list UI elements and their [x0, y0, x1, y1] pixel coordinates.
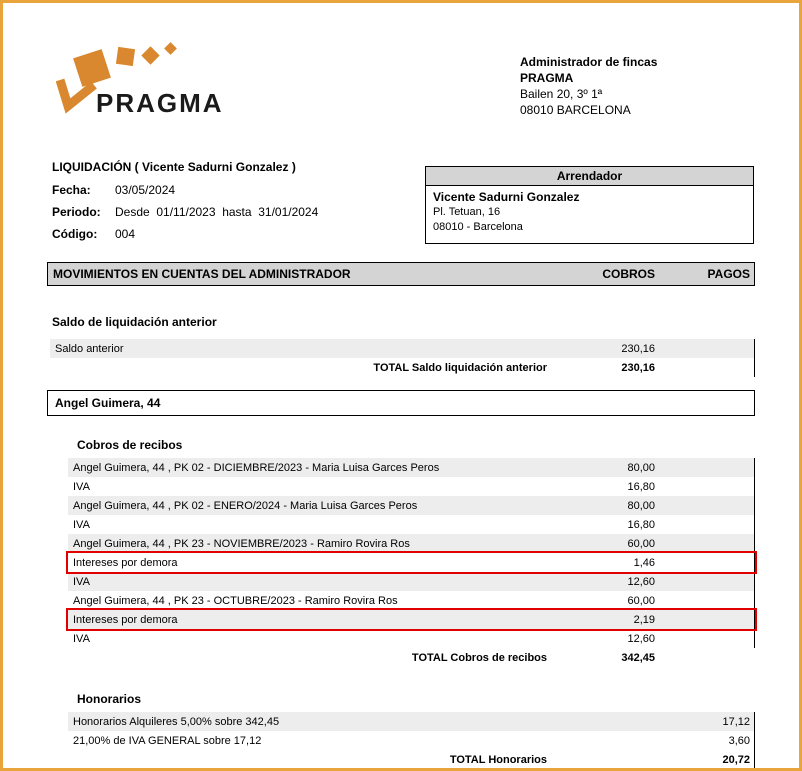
logo-diamond-tiny — [164, 42, 177, 55]
row-desc: 21,00% de IVA GENERAL sobre 17,12 — [73, 734, 262, 747]
table-row — [68, 515, 755, 534]
row-cobros-value: 12,60 — [627, 632, 655, 645]
liquidacion-title: LIQUIDACIÓN ( Vicente Sadurni Gonzalez ) — [52, 160, 296, 174]
row-cobros-value: 1,46 — [633, 556, 655, 569]
arrendador-box-body — [426, 186, 753, 243]
row-cobros-value: 16,80 — [627, 518, 655, 531]
row-cobros-value: 60,00 — [627, 594, 655, 607]
total-pagos-value: 20,72 — [722, 753, 750, 766]
honorarios-section-heading: Honorarios — [77, 692, 142, 706]
row-cobros-value: 80,00 — [627, 461, 655, 474]
row-desc: Angel Guimera, 44 , PK 23 - OCTUBRE/2023 - Ramiro Rovira Ros — [73, 594, 398, 607]
periodo-value: Desde 01/11/2023 hasta 31/01/2024 — [115, 205, 319, 219]
row-desc: IVA — [73, 480, 90, 493]
row-desc: Honorarios Alquileres 5,00% sobre 342,45 — [73, 715, 280, 728]
liquidacion-block — [52, 160, 318, 242]
row-pagos-value: 3,60 — [728, 734, 750, 747]
logo-square-large — [73, 49, 111, 87]
row-desc: IVA — [73, 575, 90, 588]
fecha-row — [52, 183, 318, 198]
table-row — [68, 712, 755, 731]
administrator-title: Administrador de fincas — [520, 55, 658, 69]
administrator-address-block — [520, 54, 657, 118]
property-box: Angel Guimera, 44 — [47, 390, 755, 416]
arrendador-box-title: Arrendador — [426, 167, 753, 186]
cobros-table — [68, 458, 755, 667]
movimientos-header-bar — [47, 262, 755, 286]
codigo-label: Código: — [52, 227, 98, 241]
table-row-highlighted — [68, 553, 755, 572]
periodo-row — [52, 205, 318, 220]
row-desc: Intereses por demora — [73, 556, 178, 569]
administrator-street: Bailen 20, 3º 1ª — [520, 87, 603, 101]
row-cobros-value: 60,00 — [627, 537, 655, 550]
table-row — [68, 458, 755, 477]
administrator-name: PRAGMA — [520, 71, 574, 85]
total-label: TOTAL Saldo liquidación anterior — [373, 361, 547, 374]
table-row — [68, 496, 755, 515]
total-cobros-value: 230,16 — [621, 361, 655, 374]
row-desc: IVA — [73, 632, 90, 645]
table-row — [68, 591, 755, 610]
logo-square-medium — [116, 47, 135, 66]
arrendador-street: Pl. Tetuan, 16 — [433, 206, 501, 218]
logo-diamond-small — [141, 46, 159, 64]
movimientos-title: MOVIMIENTOS EN CUENTAS DEL ADMINISTRADOR — [53, 267, 351, 281]
arrendador-city: 08010 - Barcelona — [433, 221, 523, 233]
row-desc: Saldo anterior — [55, 342, 124, 355]
table-row — [68, 534, 755, 553]
fecha-label: Fecha: — [52, 183, 91, 197]
table-row — [68, 629, 755, 648]
table-row-highlighted — [68, 610, 755, 629]
row-cobros-value: 12,60 — [627, 575, 655, 588]
row-cobros-value: 16,80 — [627, 480, 655, 493]
arrendador-box — [425, 166, 754, 244]
table-row — [68, 731, 755, 750]
honorarios-table — [68, 712, 755, 769]
cobros-section-heading: Cobros de recibos — [77, 438, 183, 452]
periodo-label: Periodo: — [52, 205, 101, 219]
pragma-logo — [56, 40, 226, 120]
row-desc: Angel Guimera, 44 , PK 23 - NOVIEMBRE/2023 - Ramiro Rovira Ros — [73, 537, 410, 550]
logo-wordmark: PRAGMA — [96, 88, 224, 118]
saldo-section-heading: Saldo de liquidación anterior — [52, 315, 217, 329]
cobros-column-header: COBROS — [602, 267, 655, 281]
total-label: TOTAL Honorarios — [449, 753, 547, 766]
codigo-row — [52, 227, 318, 242]
row-cobros-value: 2,19 — [633, 613, 655, 626]
table-row — [50, 339, 755, 358]
total-label: TOTAL Cobros de recibos — [411, 651, 547, 664]
row-desc: Angel Guimera, 44 , PK 02 - ENERO/2024 - Maria Luisa Garces Peros — [73, 499, 418, 512]
honorarios-total-row — [68, 750, 755, 769]
row-pagos-value: 17,12 — [722, 715, 750, 728]
codigo-value: 004 — [115, 227, 136, 241]
row-cobros-value: 230,16 — [621, 342, 655, 355]
cobros-total-row — [68, 648, 755, 667]
pagos-column-header: PAGOS — [707, 267, 750, 281]
row-desc: Intereses por demora — [73, 613, 178, 626]
row-desc: Angel Guimera, 44 , PK 02 - DICIEMBRE/2023 - Maria Luisa Garces Peros — [73, 461, 440, 474]
table-row — [68, 572, 755, 591]
saldo-total-row — [50, 358, 755, 377]
saldo-table — [50, 339, 755, 377]
administrator-city: 08010 BARCELONA — [520, 103, 631, 117]
table-row — [68, 477, 755, 496]
total-cobros-value: 342,45 — [621, 651, 655, 664]
row-cobros-value: 80,00 — [627, 499, 655, 512]
fecha-value: 03/05/2024 — [115, 183, 176, 197]
row-desc: IVA — [73, 518, 90, 531]
arrendador-name: Vicente Sadurni Gonzalez — [433, 190, 580, 204]
